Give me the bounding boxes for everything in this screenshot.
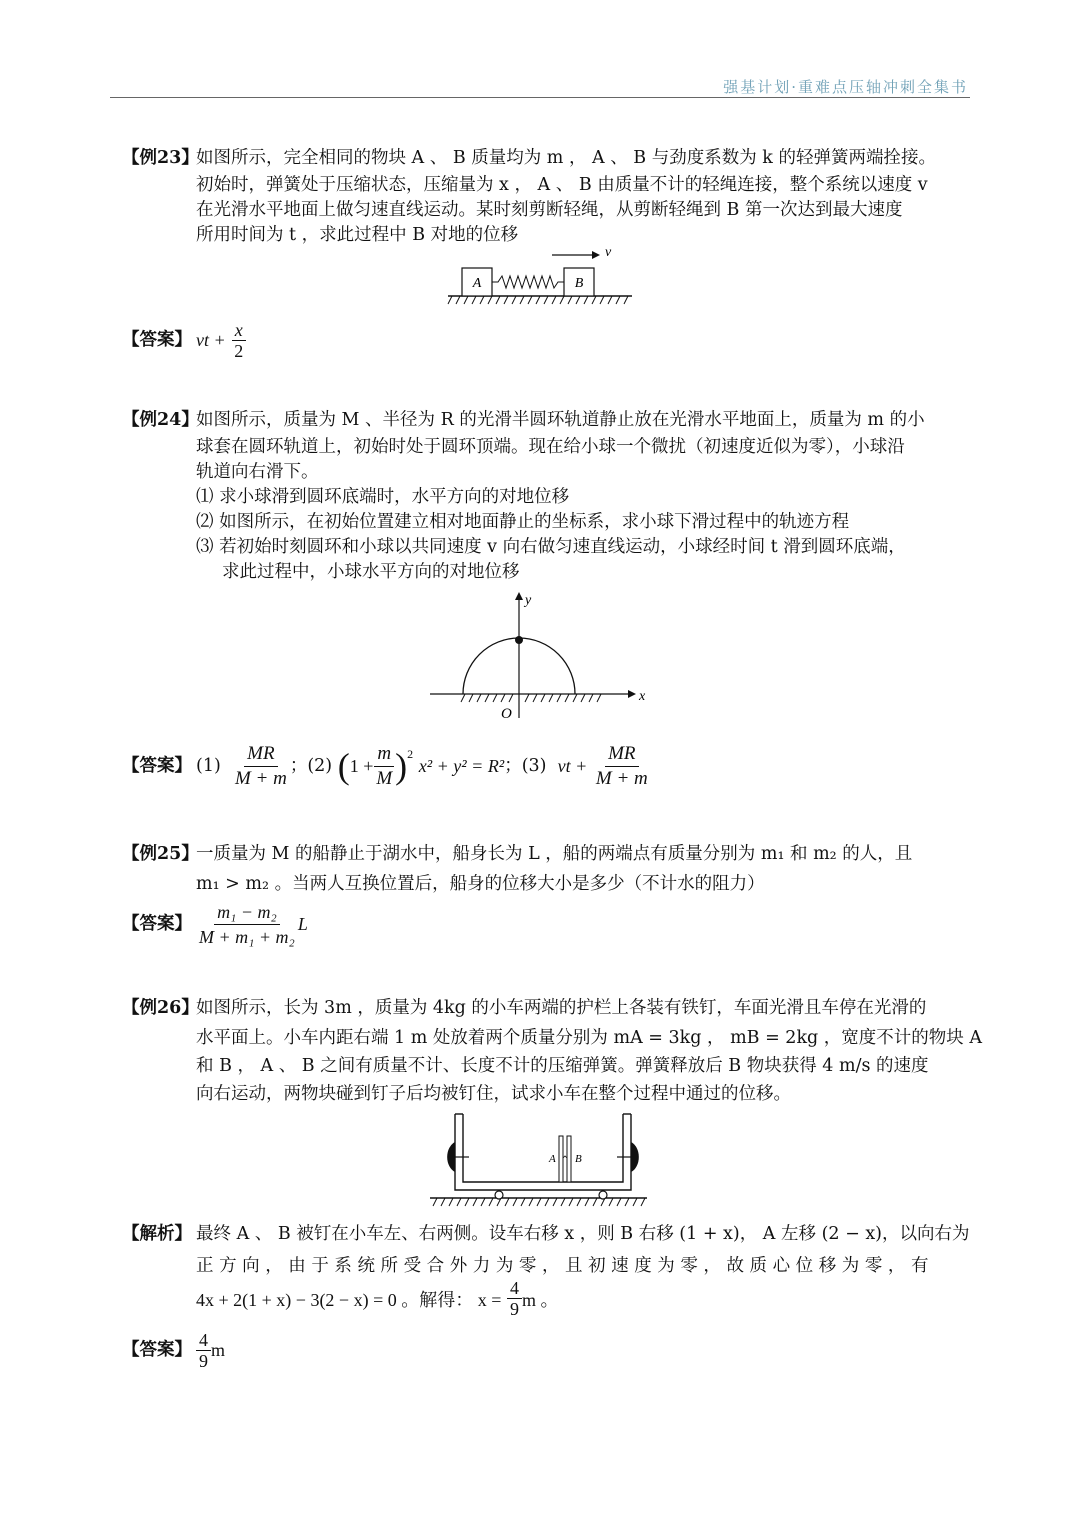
answer-1-num: (1) [196,756,221,776]
left-nail [447,1142,455,1172]
answer-2-fraction: $\frac{m}{M}$ [376,743,393,789]
example-24-label: 【例24】 [122,410,199,430]
wheel-right [599,1191,607,1199]
right-nail [631,1142,639,1172]
example-24-sub-1: ⑴ 求小球滑到圆环底端时，水平方向的对地位移 [196,487,570,507]
origin-label: O [501,706,512,722]
example-24-line-1: 如图所示，质量为 M 、半径为 R 的光滑半圆环轨道静止放在光滑水平地面上，质量为 m 的小 [196,410,925,430]
ball [515,636,523,644]
velocity-label: v [605,245,612,260]
example-23-line-2: 初始时，弹簧处于压缩状态，压缩量为 x ， A 、 B 由质量不计的轻绳连接，整个系统以速度 v [196,175,928,195]
example-24-sub-3: ⑶ 若初始时刻圆环和小球以共同速度 v 向右做匀速直线运动，小球经时间 t 滑到圆环底端， [196,537,906,557]
analysis-line-2: 正 方 向 ， 由 于 系 统 所 受 合 外 力 为 零 ， 且 初 速 度 为 零 ， 故 质 心 位 移 为 零 ， 有 [196,1256,929,1276]
block-a-label: A [549,1153,556,1165]
example-24-line-3: 轨道向右滑下。 [196,462,319,482]
example-25-line-2: m₁ > m₂ 。当两人互换位置后，船身的位移大小是多少（不计水的阻力） [196,874,765,894]
example-26-line-3: 和 B ， A 、 B 之间有质量不计、长度不计的压缩弹簧。弹簧释放后 B 物块获得 4 m/s 的速度 [196,1056,929,1076]
block-b-label: B [574,276,584,291]
example-25-answer-label: 【答案】 [122,914,192,934]
block-a [559,1136,563,1182]
compressed-spring [563,1156,567,1158]
example-23-answer-prefix: vt + [196,330,226,350]
answer-2-num: (2) [307,756,333,776]
page-header [0,0,1080,100]
example-23-line-1: 如图所示，完全相同的物块 A 、 B 质量均为 m ， A 、 B 与劲度系数为 k 的轻弹簧两端拴接。 [196,148,936,168]
example-26-figure [425,1110,655,1215]
example-26-analysis-label: 【解析】 [122,1224,192,1244]
example-23-figure [440,240,650,315]
x-axis-label: x [639,689,646,704]
example-25-label: 【例25】 [122,844,199,864]
example-23-line-4: 所用时间为 t ，求此过程中 B 对地的位移 [196,225,519,245]
answer-2-equation: x² + y² = R² [418,756,505,776]
example-25-answer-suffix: L [297,914,308,934]
header-divider [110,97,970,98]
block-b-label: B [575,1153,582,1165]
example-25-answer-fraction: $\frac{\text{m₁ − m₂}}{\text{M + m₁ + m₂}}$ [199,902,295,947]
header-title: 强基计划·重难点压轴冲刺全集书 [723,78,968,96]
example-25-line-1: 一质量为 M 的船静止于湖水中，船身长为 L ，船的两端点有质量分别为 m₁ 和 m₂ 的人，且 [196,844,913,864]
example-23-answer-label: 【答案】 [122,330,192,350]
wheel-left [495,1191,503,1199]
cart-body [455,1114,631,1190]
example-24-sub-2: ⑵ 如图所示，在初始位置建立相对地面静止的坐标系，求小球下滑过程中的轨迹方程 [196,512,850,532]
example-24-sub-3-cont: 求此过程中，小球水平方向的对地位移 [222,562,520,582]
analysis-fraction: $\frac{4}{9}$ [507,1278,522,1319]
example-23-line-3: 在光滑水平地面上做匀速直线运动。某时刻剪断轻绳，从剪断轻绳到 B 第一次达到最大速度 [196,200,903,220]
analysis-line-3: 4x + 2(1 + x) − 3(2 − x) = 0 。解得： x = [196,1289,502,1310]
example-26-line-1: 如图所示，长为 3m ，质量为 4kg 的小车两端的护栏上各装有铁钉，车面光滑且车停在光滑的 [196,998,927,1018]
example-23-label: 【例23】 [122,148,199,168]
example-26-line-2: 水平面上。小车内距右端 1 m 处放着两个质量分别为 mA = 3kg ， mB = 2kg ，宽度不计的物块 A [196,1028,983,1048]
block-b [567,1136,571,1182]
y-axis-label: y [525,593,532,608]
answer-3-num: (3) [521,756,547,776]
example-24-figure [425,588,655,723]
example-26-answer-label: 【答案】 [122,1340,192,1360]
example-23-answer-fraction: $\frac{x}{2}$ [231,320,246,361]
example-24-answer-label: 【答案】 [122,756,192,776]
answer-1-fraction: $\frac{MR}{M + m}$ [234,743,287,789]
example-26-line-4: 向右运动，两物块碰到钉子后均被钉住，试求小车在整个过程中通过的位移。 [196,1084,791,1104]
analysis-line-1: 最终 A 、 B 被钉在小车左、右两侧。设车右移 x ，则 B 右移 (1 + x)， A 左移 (2 − x)，以向右为 [196,1224,970,1244]
example-26-answer-fraction: $\frac{4}{9}$ [196,1330,211,1371]
answer-3-fraction: $\frac{MR}{M + m}$ [595,743,648,789]
spring [492,276,564,288]
example-26-answer-unit: m [211,1340,226,1360]
example-26-label: 【例26】 [122,998,199,1018]
example-24-line-2: 球套在圆环轨道上，初始时处于圆环顶端。现在给小球一个微扰（初速度近似为零），小球沿 [196,437,905,457]
block-a-label: A [472,276,482,291]
